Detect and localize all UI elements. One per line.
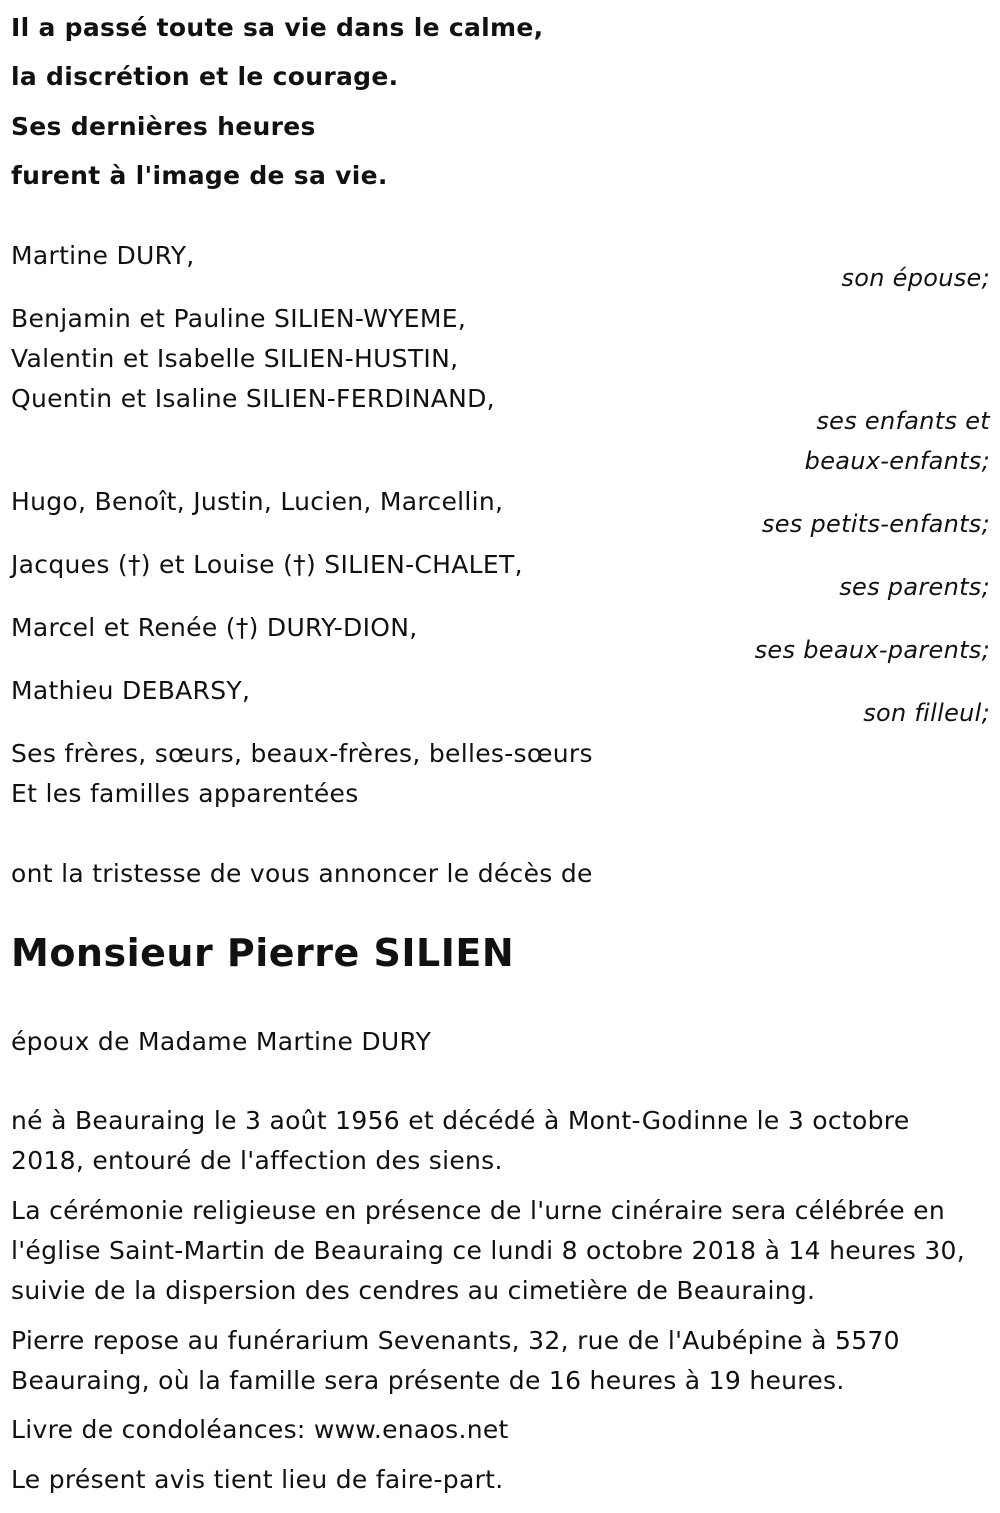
children-role: beaux-enfants;: [804, 447, 990, 475]
child-couple: Benjamin et Pauline SILIEN-WYEME,: [11, 304, 467, 333]
children-role: ses enfants et: [816, 407, 990, 435]
funeral-home-line: Beauraing, où la famille sera présente de 16 heures à 19 heures.: [11, 1366, 845, 1395]
condolences-line: Livre de condoléances: www.enaos.net: [11, 1415, 509, 1444]
grandchildren-names: Hugo, Benoît, Justin, Lucien, Marcellin,: [11, 487, 504, 516]
godson-role: son filleul;: [863, 699, 990, 727]
notice-line: Le présent avis tient lieu de faire-part.: [11, 1465, 504, 1494]
child-couple: Valentin et Isabelle SILIEN-HUSTIN,: [11, 344, 459, 373]
grandchildren-role: ses petits-enfants;: [761, 510, 990, 538]
godson-name: Mathieu DEBARSY,: [11, 676, 251, 705]
poem-line: Il a passé toute sa vie dans le calme,: [11, 13, 544, 42]
poem-line: Ses dernières heures: [11, 112, 316, 141]
birth-death-line: né à Beauraing le 3 août 1956 et décédé à Mont-Godinne le 3 octobre: [11, 1106, 910, 1135]
ceremony-line: La cérémonie religieuse en présence de l'urne cinéraire sera célébrée en: [11, 1196, 945, 1225]
spouse-name: Martine DURY,: [11, 241, 195, 270]
extended-family: Ses frères, sœurs, beaux-frères, belles-sœurs: [11, 739, 593, 768]
ceremony-line: suivie de la dispersion des cendres au cimetière de Beauraing.: [11, 1276, 816, 1305]
parents-role: ses parents;: [839, 573, 990, 601]
announcement: ont la tristesse de vous annoncer le décès de: [11, 859, 593, 888]
deceased-name: Monsieur Pierre SILIEN: [11, 931, 515, 975]
spouse-role: son épouse;: [841, 264, 990, 292]
spouse-of: époux de Madame Martine DURY: [11, 1027, 432, 1056]
poem-line: furent à l'image de sa vie.: [11, 161, 388, 190]
parents-in-law-names: Marcel et Renée (†) DURY-DION,: [11, 613, 418, 642]
parents-in-law-role: ses beaux-parents;: [754, 636, 990, 664]
extended-family: Et les familles apparentées: [11, 779, 359, 808]
child-couple: Quentin et Isaline SILIEN-FERDINAND,: [11, 384, 495, 413]
birth-death-line: 2018, entouré de l'affection des siens.: [11, 1146, 503, 1175]
ceremony-line: l'église Saint-Martin de Beauraing ce lundi 8 octobre 2018 à 14 heures 30,: [11, 1236, 966, 1265]
funeral-home-line: Pierre repose au funérarium Sevenants, 32, rue de l'Aubépine à 5570: [11, 1326, 900, 1355]
parents-names: Jacques (†) et Louise (†) SILIEN-CHALET,: [11, 550, 523, 579]
poem-line: la discrétion et le courage.: [11, 62, 399, 91]
